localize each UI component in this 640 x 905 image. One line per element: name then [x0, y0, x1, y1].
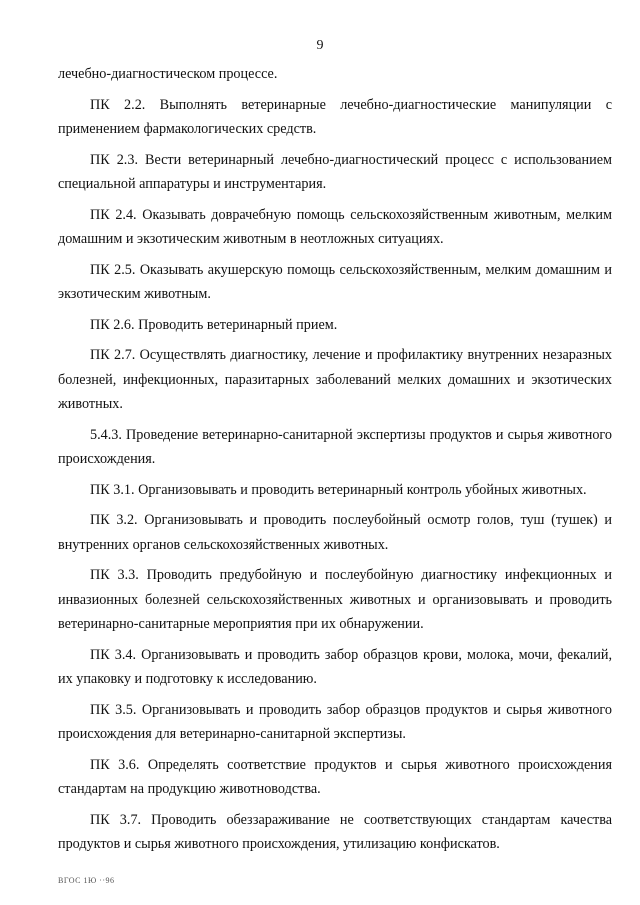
paragraph-pk-2-2: ПК 2.2. Выполнять ветеринарные лечебно-диагностические манипуляции с применением фармакологических средств.	[58, 96, 612, 137]
paragraph-pk-3-3: ПК 3.3. Проводить предубойную и послеубойную диагностику инфекционных и инвазионных болезней сельскохозяйственных животных и организовывать и проводить ветеринарно-санитарные мероприятия при их обнаружении.	[58, 567, 612, 632]
paragraph-continuation: лечебно-диагностическом процессе.	[58, 66, 278, 82]
paragraph-pk-2-3: ПК 2.3. Вести ветеринарный лечебно-диагностический процесс с использованием специальной аппаратуры и инструментария.	[58, 151, 612, 192]
paragraph-pk-3-2: ПК 3.2. Организовывать и проводить послеубойный осмотр голов, туш (тушек) и внутренних органов сельскохозяйственных животных.	[58, 512, 612, 553]
paragraph-pk-2-5: ПК 2.5. Оказывать акушерскую помощь сельскохозяйственным, мелким домашним и экзотическим животным.	[58, 261, 612, 302]
section-heading-5-4-3: 5.4.3. Проведение ветеринарно-санитарной экспертизы продуктов и сырья животного происхождения.	[58, 426, 612, 467]
paragraph-pk-2-4: ПК 2.4. Оказывать доврачебную помощь сельскохозяйственным животным, мелким домашним и экзотическим животным в неотложных ситуациях.	[58, 206, 612, 247]
paragraph-pk-3-5: ПК 3.5. Организовывать и проводить забор образцов продуктов и сырья животного происхождения для ветеринарно-санитарной экспертизы.	[58, 701, 612, 742]
paragraph-pk-2-7: ПК 2.7. Осуществлять диагностику, лечение и профилактику внутренних незаразных болезней, инфекционных, паразитарных заболеваний мелких домашних и экзотических животных.	[58, 347, 612, 412]
paragraph-pk-3-6: ПК 3.6. Определять соответствие продуктов и сырья животного происхождения стандартам на продукцию животноводства.	[58, 756, 612, 797]
footer-stamp: ВГОС 1Ю ··96	[58, 876, 115, 885]
paragraph-pk-3-4: ПК 3.4. Организовывать и проводить забор образцов крови, молока, мочи, фекалий, их упаковку и подготовку к исследованию.	[58, 646, 612, 687]
paragraph-pk-3-1: ПК 3.1. Организовывать и проводить ветеринарный контроль убойных животных.	[90, 481, 587, 498]
page-number: 9	[316, 38, 324, 53]
document-body	[58, 62, 612, 863]
paragraph-pk-3-7: ПК 3.7. Проводить обеззараживание не соответствующих стандартам качества продуктов и сырья животного происхождения, утилизацию конфискатов.	[58, 811, 612, 852]
paragraph-pk-2-6: ПК 2.6. Проводить ветеринарный прием.	[90, 316, 338, 333]
